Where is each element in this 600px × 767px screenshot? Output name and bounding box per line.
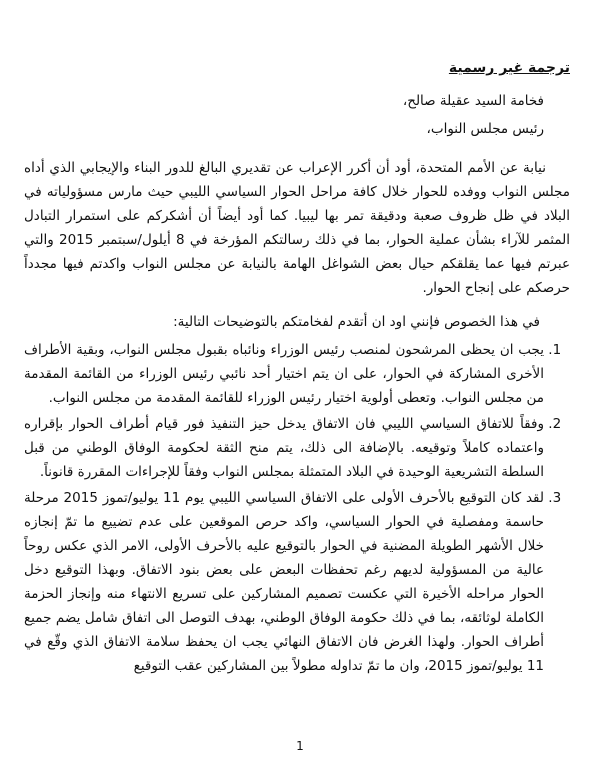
salutation-position: رئيس مجلس النواب، bbox=[426, 121, 544, 138]
body-paragraph: نيابة عن الأمم المتحدة، أود أن أكرر الإعراب عن تقديري البالغ للدور البناء والإيجابي الذي أداه مجلس النواب ووفده للحوار خلال كافة مراحل الحوار السياسي الليبي حيث مارس مسؤولياته في البلاد في ظل ظروف صعبة ودقيقة تمر بها ليبيا. كما أود أيضاً أن أشكركم على استمرار التبادل المثمر للآراء بشأن عملية الحوار، بما في ذلك رسالتكم المؤرخة في 8 أيلول/سبتمبر 2015 والتي عبرتم فيها عما يقلقكم حيال بعض الشواغل الهامة بالنيابة عن مجلس النواب واكدتم فيها مجدداً حرصكم على إنجاح الحوار. bbox=[24, 159, 570, 296]
list-item: 3. لقد كان التوقيع بالأحرف الأولى على الاتفاق السياسي الليبي يوم 11 يوليو/تموز 2015 مرحلة حاسمة ومفصلية في الحوار السياسي، واكد حرص الموقعين على عدم تضييع ما تمّ إنجازه خلال الأشهر الطويلة المضنية في الحوار بالتوقيع عليه بالأحرف الأولى، الامر الذي عكس روحاً عالية من المسؤولية لديهم رغم تحفظات البعض على بعض بنود الاتفاق. وبهذا التوقيع دخل الحوار مراحله الأخيرة التي عكست تصميم المشاركين على تسريع الانتهاء منه وإنجاز الحزمة الكاملة لوثائقه، بما في ذلك حكومة الوفاق الوطني، بهدف التوصل الى اتفاق شامل يضم جميع أطراف الحوار. ولهذا الغرض فان الاتفاق النهائي يجب ان يحفظ سلامة الاتفاق الذي وقّع في 11 يوليو/تموز 2015، وان ما تمّ تداوله مطولاً بين المشاركين عقب التوقيع bbox=[24, 486, 544, 678]
page-number: 1 bbox=[296, 738, 304, 753]
list-item: 2. وفقاً للاتفاق السياسي الليبي فان الاتفاق يدخل حيز التنفيذ فور قيام أطراف الحوار بإقراره واعتماده كاملاً وتوقيعه. بالإضافة الى ذلك، يتم منح الثقة لحكومة الوفاق الوطني من قبل السلطة التشريعية الوحيدة في البلاد المتمثلة بمجلس النواب وفقاً للإجراءات المقررة قانوناً. bbox=[24, 412, 544, 484]
salutation-block bbox=[24, 87, 544, 144]
document-title: ترجمة غير رسمية bbox=[448, 60, 570, 76]
list-item: 1. يجب ان يحظى المرشحون لمنصب رئيس الوزراء ونائباه بقبول مجلس النواب، وبقية الأطراف الأخرى المشاركة في الحوار، على ان يتم اختيار أحد نائبي رئيس الوزراء من القائمة المقدمة من مجلس النواب. وتعطى أولوية اختيار رئيس الوزراء للقائمة المقدمة من مجلس النواب. bbox=[24, 338, 544, 410]
clarification-list bbox=[24, 338, 570, 678]
list-intro: في هذا الخصوص فإنني اود ان أتقدم لفخامتكم بالتوضيحات التالية: bbox=[173, 313, 540, 330]
salutation-name: فخامة السيد عقيلة صالح، bbox=[402, 92, 544, 109]
